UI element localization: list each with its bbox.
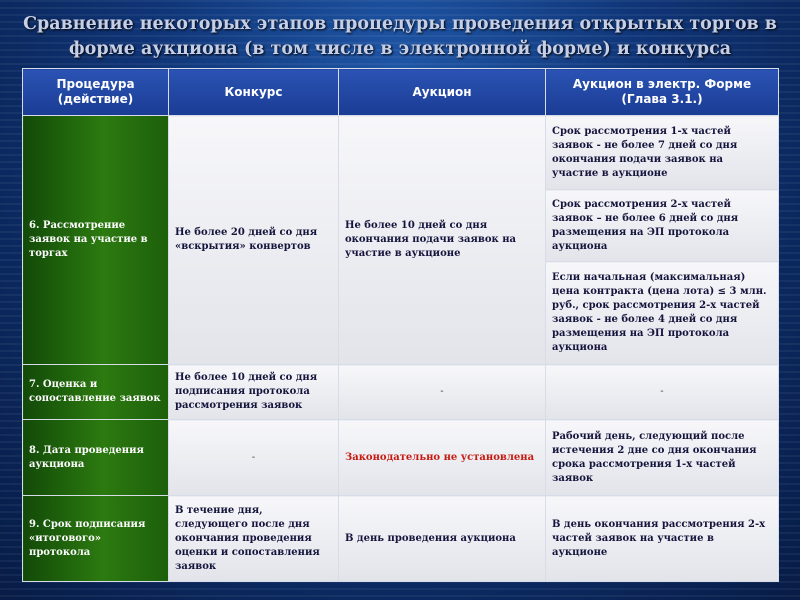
row8-auction: Законодательно не установлена <box>339 420 546 496</box>
page-title <box>20 12 780 62</box>
row9-eauction: В день окончания рассмотрения 2-х частей заявок на участие в аукционе <box>546 496 779 582</box>
row8-contest-dash: - <box>251 451 256 463</box>
row7-eauction-dash: - <box>660 386 664 397</box>
table-row <box>23 365 779 420</box>
row6-eauction-2: Срок рассмотрения 2-х частей заявок – не более 6 дней со дня размещения на ЭП протокола аукциона <box>546 190 779 262</box>
row8-eauction: Рабочий день, следующий после истечения 2 дне со дня окончания срока рассмотрения 1-х частей заявок <box>546 420 779 496</box>
row6-procedure: 6. Рассмотрение заявок на участие в торгах <box>23 116 169 365</box>
table-row <box>23 420 779 496</box>
header-contest: Конкурс <box>169 69 339 116</box>
row6-auction: Не более 10 дней со дня окончания подачи заявок на участие в аукционе <box>339 116 546 365</box>
row7-auction-dash: - <box>440 386 444 397</box>
row6-contest: Не более 20 дней со дня «вскрытия» конвертов <box>169 116 339 365</box>
table-header-row <box>23 69 779 116</box>
row9-auction: В день проведения аукциона <box>339 496 546 582</box>
table-row <box>23 496 779 582</box>
title-line-2: форме аукциона (в том числе в электронной форме) и конкурса <box>68 39 732 59</box>
comparison-table <box>22 68 779 582</box>
row8-procedure: 8. Дата проведения аукциона <box>23 420 169 496</box>
row9-procedure: 9. Срок подписания «итогового» протокола <box>23 496 169 582</box>
row7-contest: Не более 10 дней со дня подписания протокола рассмотрения заявок <box>169 365 339 420</box>
row6-eauction-1: Срок рассмотрения 1-х частей заявок - не более 7 дней со дня окончания подачи заявок на участие в аукционе <box>546 116 779 190</box>
header-auction: Аукцион <box>339 69 546 116</box>
row9-contest: В течение дня, следующего после дня окончания проведения оценки и сопоставления заявок <box>169 496 339 582</box>
row8-contest <box>169 420 339 496</box>
row7-auction <box>339 365 546 420</box>
table-row <box>23 116 779 190</box>
title-line-1: Сравнение некоторых этапов процедуры проведения открытых торгов в <box>23 14 777 34</box>
header-procedure: Процедура (действие) <box>23 69 169 116</box>
header-eauction: Аукцион в электр. Форме (Глава 3.1.) <box>546 69 779 116</box>
row7-procedure: 7. Оценка и сопоставление заявок <box>23 365 169 420</box>
row7-eauction <box>546 365 779 420</box>
row6-eauction-3: Если начальная (максимальная) цена контракта (цена лота) ≤ 3 млн. руб., срок рассмотрения 2-х частей заявок - не более 4 дней со дня размещения на ЭП протокола аукциона <box>546 262 779 365</box>
